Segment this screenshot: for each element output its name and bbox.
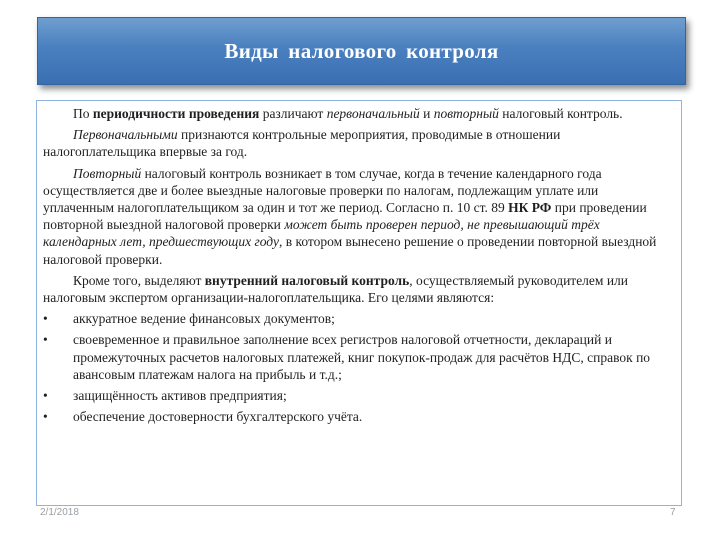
- list-item-text: защищённость активов предприятия;: [73, 388, 287, 404]
- list-item: [43, 310, 671, 327]
- italic-term: может быть проверен период, не превышающий трёх календарных лет, предшествующих году: [43, 217, 600, 250]
- list-item-text: своевременное и правильное заполнение всех регистров налоговой отчетности, деклараций и промежуточных расчетов налоговых платежей, книг покупок-продаж для расчётов НДС, справок по авансовым платежам налога на прибыль и т.д.;: [73, 332, 651, 382]
- bullet-icon: •: [43, 332, 48, 348]
- text-run: , осуществляемый руководителем или налоговым экспертом организации-налогоплательщика. Его целями являются:: [43, 272, 629, 306]
- text-run: различают: [259, 106, 327, 121]
- bold-term: внутренний налоговый контроль: [204, 272, 410, 288]
- italic-term: повторный: [433, 106, 499, 121]
- title-banner: [37, 17, 686, 85]
- list-item: [43, 408, 671, 425]
- text-run: налоговый контроль.: [498, 106, 623, 121]
- list-item-text: обеспечение достоверности бухгалтерского учёта.: [73, 409, 363, 425]
- bold-term: НК РФ: [508, 200, 552, 216]
- paragraph-periodicity: [43, 105, 671, 122]
- text-run: признаются контрольные мероприятия, проводимые в отношении налогоплательщика впервые за год.: [43, 127, 561, 160]
- paragraph-repeated: [43, 165, 671, 268]
- list-item: [43, 387, 671, 404]
- italic-term: Повторный: [73, 165, 142, 181]
- list-item: [43, 331, 671, 383]
- bullet-icon: •: [43, 409, 48, 425]
- page-number: 7: [670, 507, 676, 518]
- text-run: при проведении повторной выездной налоговой проверки: [43, 200, 647, 233]
- italic-term: Первоначальными: [73, 127, 178, 143]
- goals-list: [43, 310, 671, 425]
- text-run: Кроме того, выделяют: [73, 272, 205, 288]
- paragraph-internal: [43, 272, 671, 306]
- footer-date: 2/1/2018: [40, 507, 79, 518]
- content-box: [36, 100, 682, 506]
- bullet-icon: •: [43, 388, 48, 404]
- list-item-text: аккуратное ведение финансовых документов;: [73, 311, 335, 327]
- slide-title: Виды налогового контроля: [224, 38, 499, 63]
- paragraph-initial: [43, 126, 671, 160]
- text-run: налоговый контроль возникает в том случае, когда в течение календарного года осуществляется две и более выездные налоговые проверки по налогам, подлежащим уплате или уплаченным налогоплательщиком за один и тот же период. Согласно п. 10 ст. 89: [43, 165, 602, 216]
- bold-term: периодичности проведения: [92, 106, 260, 121]
- text-run: По: [73, 106, 93, 121]
- bullet-icon: •: [43, 311, 48, 327]
- text-run: , в котором вынесено решение о проведении повторной выездной налоговой проверки.: [43, 234, 657, 267]
- text-run: и: [419, 106, 434, 121]
- italic-term: первоначальный: [326, 106, 420, 121]
